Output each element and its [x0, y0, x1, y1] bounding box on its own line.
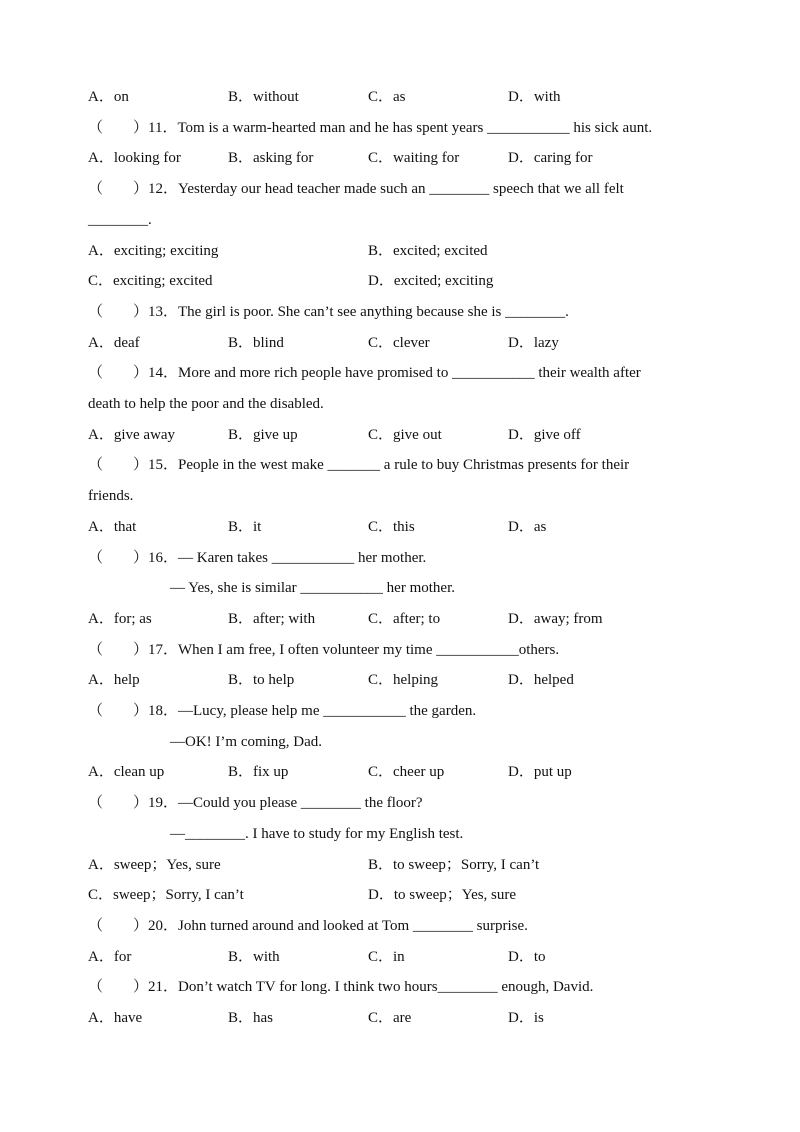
option-c: C．clever	[368, 334, 430, 351]
option-c: B．excited; excited	[368, 242, 488, 259]
question-text: （ ）17．When I am free, I often volunteer my time ___________others.	[88, 641, 560, 658]
option-a: A．clean up	[88, 764, 165, 781]
dialogue-line: —________. I have to study for my English test.	[170, 825, 464, 842]
question-text: （ ）12．Yesterday our head teacher made such an ________ speech that we all felt	[88, 181, 624, 198]
option-a: A．give away	[88, 426, 176, 443]
question-text: （ ）11．Tom is a warm-hearted man and he has spent years ___________ his sick aunt.	[88, 119, 653, 136]
option-c: D．to sweep；Yes, sure	[368, 887, 517, 904]
option-b: B．asking for	[228, 150, 314, 167]
option-a: A．sweep；Yes, sure	[88, 856, 221, 873]
option-a: C．sweep；Sorry, I can’t	[88, 887, 244, 904]
option-c: C．are	[368, 1010, 412, 1026]
option-c: C．cheer up	[368, 764, 445, 781]
question-text: （ ）18．—Lucy, please help me ___________ the garden.	[88, 703, 477, 719]
option-d: D．caring for	[508, 150, 593, 167]
option-b: B．give up	[228, 426, 298, 443]
question-text: （ ）21．Don’t watch TV for long. I think two hours________ enough, David.	[88, 979, 594, 996]
question-continuation: death to help the poor and the disabled.	[88, 396, 324, 412]
option-a: A．help	[88, 672, 140, 689]
option-a: A．deaf	[88, 334, 140, 351]
option-c: C．give out	[368, 426, 442, 443]
option-a: C．exciting; excited	[88, 273, 213, 290]
option-b: B．blind	[228, 334, 284, 351]
option-b: B．after; with	[228, 610, 316, 627]
option-d: D．is	[508, 1010, 544, 1026]
option-a: A．on	[88, 89, 129, 105]
question-text: （ ）15．People in the west make _______ a rule to buy Christmas presents for their	[88, 457, 630, 474]
option-c: C．helping	[368, 672, 438, 689]
option-d: D．as	[508, 518, 547, 535]
question-text: （ ）20．John turned around and looked at Tom ________ surprise.	[88, 917, 528, 934]
question-text: （ ）19．—Could you please ________ the floor?	[88, 795, 423, 812]
option-b: B．with	[228, 948, 280, 965]
question-text: （ ）14．More and more rich people have promised to ___________ their wealth after	[88, 365, 641, 382]
option-b: B．it	[228, 518, 262, 535]
option-a: A．for	[88, 948, 132, 965]
dialogue-line: — Yes, she is similar ___________ her mother.	[170, 580, 455, 597]
option-b: B．to help	[228, 672, 295, 689]
dialogue-line: —OK! I’m coming, Dad.	[170, 733, 323, 750]
option-c: C．this	[368, 518, 415, 535]
option-a: A．for; as	[88, 610, 152, 627]
option-b: B．fix up	[228, 764, 289, 781]
option-a: A．have	[88, 1010, 143, 1026]
option-a: A．looking for	[88, 150, 181, 167]
option-a: A．exciting; exciting	[88, 242, 219, 259]
question-text: （ ）13．The girl is poor. She can’t see anything because she is ________.	[88, 303, 569, 320]
option-d: D．give off	[508, 426, 581, 443]
question-continuation: ________.	[88, 211, 152, 228]
option-d: D．put up	[508, 764, 572, 781]
option-d: D．lazy	[508, 334, 559, 351]
option-d: D．to	[508, 948, 546, 965]
option-c: B．to sweep；Sorry, I can’t	[368, 856, 540, 873]
option-c: C．in	[368, 948, 405, 965]
option-c: D．excited; exciting	[368, 273, 494, 290]
option-a: A．that	[88, 518, 137, 535]
option-d: D．away; from	[508, 610, 603, 627]
option-d: D．helped	[508, 672, 574, 689]
option-b: B．without	[228, 89, 299, 105]
option-c: C．after; to	[368, 610, 441, 627]
question-text: （ ）16．— Karen takes ___________ her mother.	[88, 549, 427, 566]
option-b: B．has	[228, 1010, 274, 1026]
option-c: C．waiting for	[368, 150, 460, 167]
option-c: C．as	[368, 89, 406, 105]
option-d: D．with	[508, 89, 561, 105]
question-continuation: friends.	[88, 488, 134, 505]
